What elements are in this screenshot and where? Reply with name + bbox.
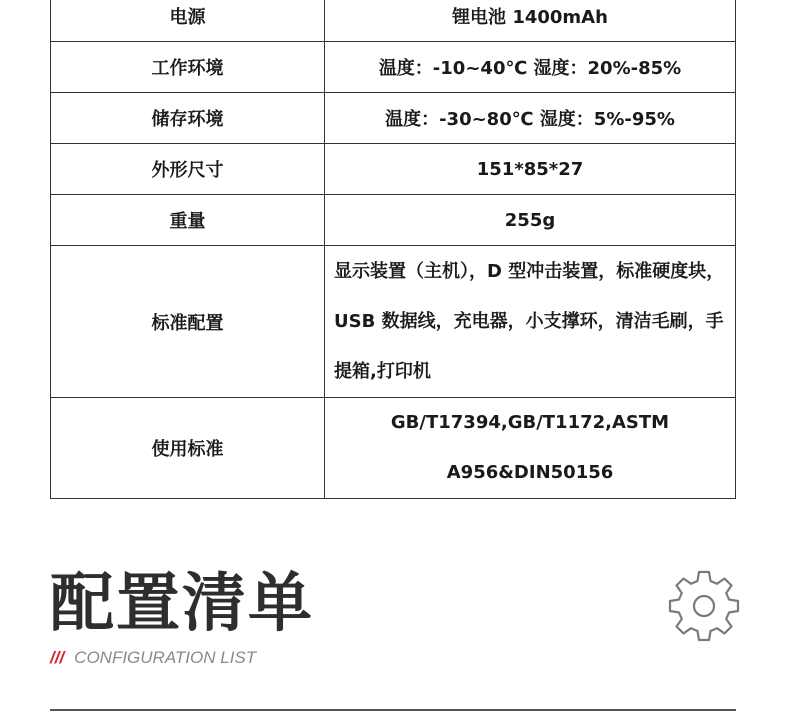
row-label: 工作环境 — [51, 42, 325, 93]
section-subtitle — [50, 648, 256, 668]
row-label: 标准配置 — [51, 246, 325, 398]
row-value: 151*85*27 — [325, 144, 736, 195]
row-value: GB/T17394,GB/T1172,ASTM A956&DIN50156 — [325, 398, 736, 499]
configuration-list-header — [50, 566, 314, 667]
slash-decoration: /// — [50, 648, 65, 667]
row-value: 温度：-10~40℃ 湿度：20%-85% — [325, 42, 736, 93]
table-row — [51, 42, 736, 93]
row-value: 显示装置（主机），D 型冲击装置，标准硬度块，USB 数据线，充电器，小支撑环，清洁毛刷，手提箱,打印机 — [325, 246, 736, 398]
table-row — [51, 144, 736, 195]
row-value: 锂电池 1400mAh — [325, 0, 736, 42]
table-row — [51, 246, 736, 398]
table-row — [51, 398, 736, 499]
subtitle-text: CONFIGURATION LIST — [74, 648, 257, 667]
table-row — [51, 0, 736, 42]
row-label: 使用标准 — [51, 398, 325, 499]
gear-icon — [668, 570, 740, 642]
table-row — [51, 195, 736, 246]
row-label: 电源 — [51, 0, 325, 42]
table-row — [51, 93, 736, 144]
spec-table — [50, 0, 736, 499]
row-value: 255g — [325, 195, 736, 246]
row-label: 外形尺寸 — [51, 144, 325, 195]
row-label: 储存环境 — [51, 93, 325, 144]
divider — [50, 709, 736, 711]
row-label: 重量 — [51, 195, 325, 246]
section-title: 配置清单 — [50, 567, 314, 641]
row-value: 温度：-30~80℃ 湿度：5%-95% — [325, 93, 736, 144]
